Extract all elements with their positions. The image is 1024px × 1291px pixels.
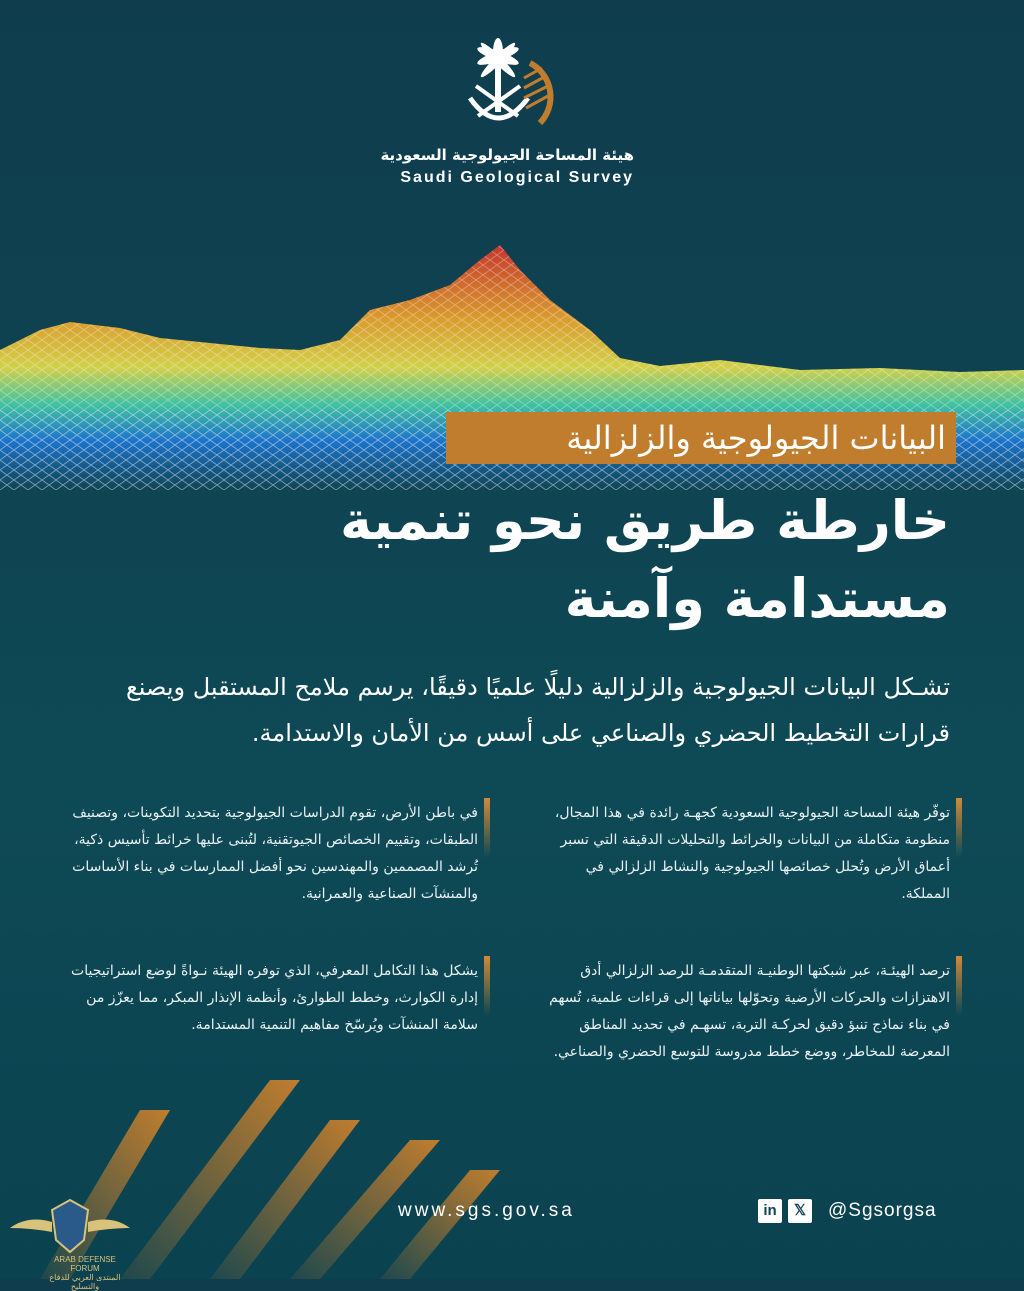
accent-bar-right-bottom: [956, 956, 962, 1016]
accent-bar-left-top: [484, 798, 490, 858]
social-handle[interactable]: @Sgsorgsa: [828, 1200, 937, 1221]
watermark-line-2: المنتدى العربي للدفاع والتسليح: [49, 1273, 121, 1291]
linkedin-icon[interactable]: in: [758, 1199, 782, 1223]
paragraph-left-top: في باطن الأرض، تقوم الدراسات الجيولوجية بتحديد التكوينات، وتصنيف الطبقات، وتقييم الخصائص الجيوتقنية، لتُبنى عليها خرائط تأسيس ذكية، تُرشد المصممين والمهندسين نحو أفضل الممارسات في بناء الأساسات والمنشآت الصناعية والعمرانية.: [72, 805, 478, 902]
paragraph-right-top: توفّر هيئة المساحة الجيولوجية السعودية كجهـة رائدة في هذا المجال، منظومة متكاملة من البيانات والخرائط والتحليلات الدقيقة التي تسبر أعماق الأرض وتُحلل خصائصها الجيولوجية والنشاط الزلزالي في المملكة.: [554, 805, 950, 902]
accent-bar-left-bottom: [484, 956, 490, 1016]
watermark-text: [40, 1255, 130, 1291]
headline-line-2: مستدامة وآمنة: [564, 567, 950, 630]
watermark-line-1: ARAB DEFENSE FORUM: [54, 1255, 116, 1273]
intro-paragraph: تشـكل البيانات الجيولوجية والزلزالية دليلًا علميًا دقيقًا، يرسم ملامح المستقبل ويصنع قرارات التخطيط الحضري والصناعي على أسس من الأمان والاستدامة.: [126, 673, 950, 747]
paragraph-right-bottom: ترصد الهيئـة، عبر شبكتها الوطنيـة المتقدمـة للرصد الزلزالي أدق الاهتزازات والحركات الأرضية وتحوّلها بياناتها إلى قراءات علمية، تُسهم في بناء نماذج تنبؤ دقيق لحركـة التربة، تسهـم في تحديد المناطق المعرضة للمخاطر، ووضع خطط مدروسة للتوسع الحضري والصناعي.: [549, 963, 950, 1060]
org-name-english: Saudi Geological Survey: [400, 169, 634, 186]
headline-line-1: خارطة طريق نحو تنمية: [339, 489, 950, 552]
headline: [300, 482, 950, 638]
org-name-arabic: هيئة المساحة الجيولوجية السعودية: [380, 146, 634, 164]
accent-bar-right-top: [956, 798, 962, 858]
website-link[interactable]: www.sgs.gov.sa: [398, 1200, 575, 1221]
subtitle: البيانات الجيولوجية والزلزالية: [566, 419, 946, 457]
paragraph-left-bottom: يشكل هذا التكامل المعرفي، الذي توفره الهيئة نـواةً لوضع استراتيجيات إدارة الكوارث، وخطط الطوارئ، وأنظمة الإنذار المبكر، مما يعزّز من سلامة المنشآت ويُرسّخ مفاهيم التنمية المستدامة.: [71, 963, 478, 1033]
x-twitter-icon[interactable]: 𝕏: [788, 1199, 812, 1223]
sgs-logo-icon: [450, 38, 580, 138]
